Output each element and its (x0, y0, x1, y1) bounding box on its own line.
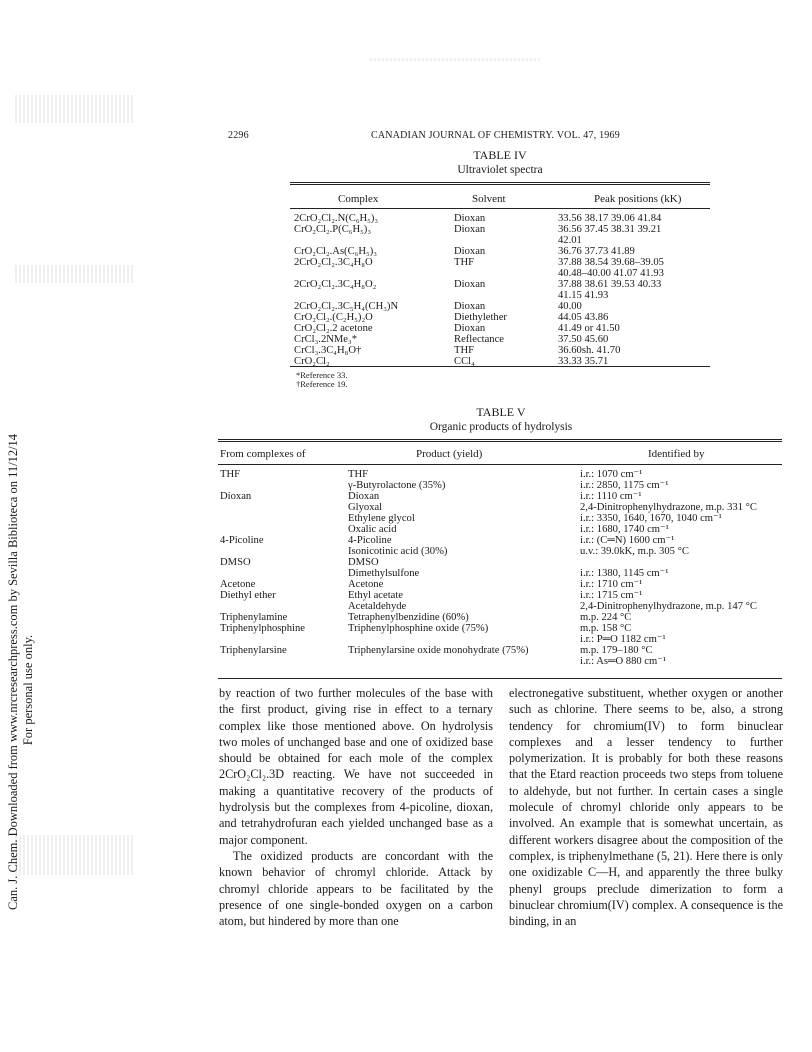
table5-row (220, 480, 784, 491)
table5-cell-from (220, 502, 348, 513)
table5-row (220, 513, 784, 524)
table5-cell-product (348, 634, 580, 645)
table4-cell-complex (294, 268, 454, 279)
table4-row (294, 246, 718, 257)
table5-cell-id: i.r.: P═O 1182 cm⁻¹ (580, 634, 666, 645)
table5-cell-product: Dimethylsulfone (348, 568, 420, 579)
table5-cell-from: 4-Picoline (220, 535, 264, 546)
table5-cell-product: Ethyl acetate (348, 590, 403, 601)
table4-row (294, 224, 718, 235)
table5-cell-id: i.r.: As═O 880 cm⁻¹ (580, 656, 667, 667)
table5-cell-from: Dioxan (220, 491, 252, 502)
table5-cell-product: 4-Picoline (348, 535, 392, 546)
table5-cell-id: 2,4-Dinitrophenylhydrazone, m.p. 147 °C (580, 601, 757, 612)
table4-cell-solvent (454, 290, 558, 301)
table4-cell-solvent: THF (454, 257, 475, 268)
table4-cell-peaks: 36.76 37.73 41.89 (558, 246, 635, 257)
table5-cell-from: THF (220, 469, 241, 480)
table4-cell-peaks: 37.88 38.54 39.68–39.05 (558, 257, 664, 268)
table5-top-rule-2 (218, 441, 782, 442)
table5-row (220, 590, 784, 601)
table4-header-peaks: Peak positions (kK) (594, 193, 682, 205)
table5-cell-product: Ethylene glycol (348, 513, 415, 524)
table5-cell-product: DMSO (348, 557, 379, 568)
table4-row (294, 279, 718, 290)
table4-cell-peaks: 36.60sh. 41.70 (558, 345, 621, 356)
table4-row (294, 323, 718, 334)
table5-cell-from (220, 513, 348, 524)
table4-cell-peaks: 37.88 38.61 39.53 40.33 (558, 279, 662, 290)
table4-cell-solvent: Dioxan (454, 224, 486, 235)
table5-row (220, 546, 784, 557)
table5-row (220, 601, 784, 612)
download-notice-line1: Can. J. Chem. Downloaded from www.nrcresearchpress.com by Sevilla Biblioteca on 11/12/14 (6, 433, 20, 910)
table4-row (294, 312, 718, 323)
table5-cell-id: i.r.: 1070 cm⁻¹ (580, 469, 643, 480)
running-head: CANADIAN JOURNAL OF CHEMISTRY. VOL. 47, 1969 (371, 130, 620, 141)
table4-cell-solvent: Reflectance (454, 334, 504, 345)
table5-top-rule (218, 439, 782, 440)
table5-cell-id: i.r.: 3350, 1640, 1670, 1040 cm⁻¹ (580, 513, 722, 524)
table5-cell-product (348, 656, 580, 667)
table5-cell-id: 2,4-Dinitrophenylhydrazone, m.p. 331 °C (580, 502, 757, 513)
table4-cell-complex: CrO₂Cl₂.2 acetone (294, 323, 373, 334)
table4-cell-complex: CrO₂Cl₂.P(C₆H₅)₃ (294, 224, 372, 235)
table4-cell-complex (294, 235, 454, 246)
table4-cell-solvent: Dioxan (454, 301, 486, 312)
table5-cell-id: m.p. 158 °C (580, 623, 632, 634)
table5-row (220, 568, 784, 579)
table4-row (294, 301, 718, 312)
table5-header-rule (218, 464, 782, 465)
table4-cell-complex: CrO₂Cl₂ (294, 356, 330, 367)
table5-cell-id: i.r.: 2850, 1175 cm⁻¹ (580, 480, 669, 491)
table4-cell-solvent: Dioxan (454, 246, 486, 257)
table5-header-from: From complexes of (220, 448, 306, 460)
table4-cell-solvent (454, 268, 558, 279)
table5-row (220, 557, 784, 568)
table4-cell-complex: 2CrO₂Cl₂.3C₄H₈O (294, 257, 373, 268)
table5-cell-product: Dioxan (348, 491, 380, 502)
table5-cell-from (220, 546, 348, 557)
table4-header-rule (290, 208, 710, 209)
table4-cell-complex: CrCl₃.3C₄H₈O† (294, 345, 362, 356)
download-notice-line2: For personal use only. (21, 634, 35, 746)
table4-cell-peaks: 33.56 38.17 39.06 41.84 (558, 213, 662, 224)
table4-cell-solvent: CCl₄ (454, 356, 475, 367)
table5-row (220, 645, 784, 656)
table5-cell-product: THF (348, 469, 369, 480)
table5-row (220, 524, 784, 535)
table4-cell-peaks: 41.15 41.93 (558, 290, 609, 301)
table5-row (220, 656, 784, 667)
table4-footnote-2: †Reference 19. (296, 379, 348, 389)
table5-cell-from (220, 480, 348, 491)
table5-cell-product: Acetone (348, 579, 384, 590)
table4-title: TABLE IV (473, 148, 527, 162)
table5-cell-from (220, 601, 348, 612)
right-paragraph-1: electronegative substituent, whether oxygen or another such as chlorine. There seems to be, also, a strong tendency for chromium(IV) to form binuclear complexes and a lesser tendency to further polymerization. It is probably for both these reasons that the Etard reaction proceeds two steps from toluene to aldehyde, but not further. In certain cases a single molecule of chromyl chloride only appears to be involved. An example that is somewhat uncertain, as different workers disagree about the composition of the complex, is triphenylmethane (5, 21). Here there is only one oxidizable C—H, and apparently the three bulky phenyl groups preclude dimerization to form a binuclear chromium(IV) complex. A consequence is the binding, in an (509, 686, 783, 929)
left-paragraph-2: The oxidized products are concordant with the known behavior of chromyl chloride. Attack by chromyl chloride appears to be facilitated by the presence of one single-bonded oxygen on a carbon atom, but hindered by more than one (219, 848, 493, 929)
table4-row (294, 213, 718, 224)
table5-cell-id: i.r.: 1715 cm⁻¹ (580, 590, 643, 601)
table5-row (220, 579, 784, 590)
table4-cell-solvent: Dioxan (454, 213, 486, 224)
table4-cell-solvent: Dioxan (454, 279, 486, 290)
table4-cell-complex: CrO₂Cl₂.(C₂H₅)₂O (294, 312, 373, 323)
table4-row (294, 290, 718, 301)
table5-cell-from: Diethyl ether (220, 590, 276, 601)
table4-row (294, 345, 718, 356)
table4-cell-complex (294, 290, 454, 301)
table5-cell-id (580, 557, 784, 568)
table5-title: TABLE V (476, 405, 526, 419)
table4-cell-peaks: 33.33 35.71 (558, 356, 609, 367)
table5-cell-from (220, 524, 348, 535)
table5-header-identified: Identified by (648, 448, 705, 460)
table5-cell-product: Acetaldehyde (348, 601, 407, 612)
table4-row (294, 235, 718, 246)
table5-cell-product: Isonicotinic acid (30%) (348, 546, 448, 557)
right-column (509, 685, 783, 929)
table5-cell-from: Triphenylphosphine (220, 623, 305, 634)
table5-cell-from: Triphenylarsine (220, 645, 287, 656)
table5-row (220, 634, 784, 645)
table5-cell-product: Triphenylarsine oxide monohydrate (75%) (348, 645, 529, 656)
table4-header-complex: Complex (338, 193, 379, 205)
table5-cell-from (220, 634, 348, 645)
table4-cell-peaks: 44.05 43.86 (558, 312, 609, 323)
left-column (219, 685, 493, 929)
table5-body (220, 469, 784, 667)
table4-top-rule-2 (290, 184, 710, 185)
table5-row (220, 491, 784, 502)
table5-cell-id: m.p. 224 °C (580, 612, 632, 623)
table4-cell-complex: CrO₂Cl₂.As(C₆H₅)₃ (294, 246, 377, 257)
table4-cell-solvent: THF (454, 345, 475, 356)
table5-subtitle: Organic products of hydrolysis (429, 421, 573, 433)
table5-cell-product: Triphenylphosphine oxide (75%) (348, 623, 489, 634)
table4-header-solvent: Solvent (472, 193, 506, 205)
table4-cell-peaks: 40.00 (558, 301, 582, 312)
table4-cell-complex: 2CrO₂Cl₂.N(C₆H₅)₃ (294, 213, 379, 224)
table4-row (294, 268, 718, 279)
table5-cell-from: Acetone (220, 579, 256, 590)
table4-cell-peaks: 40.48–40.00 41.07 41.93 (558, 268, 664, 279)
table5-cell-from: Triphenylamine (220, 612, 288, 623)
table5-cell-id: i.r.: 1380, 1145 cm⁻¹ (580, 568, 669, 579)
table4-top-rule (290, 182, 710, 183)
table4-row (294, 334, 718, 345)
table5-bottom-rule (218, 678, 782, 679)
table5-row (220, 469, 784, 480)
table5-cell-product: Tetraphenylbenzidine (60%) (348, 612, 469, 623)
scan-artifact (370, 58, 540, 61)
table4-body (294, 213, 718, 367)
table5-cell-from (220, 568, 348, 579)
table5-cell-from: DMSO (220, 557, 251, 568)
table4-bottom-rule (290, 366, 710, 367)
table4-cell-complex: 2CrO₂Cl₂.3C₄H₈O₂ (294, 279, 377, 290)
table4-cell-solvent: Diethylether (454, 312, 507, 323)
table4-subtitle: Ultraviolet spectra (457, 164, 543, 176)
table4-footnote-1: *Reference 33. (296, 370, 348, 380)
table5-cell-from (220, 656, 348, 667)
scan-artifact (15, 95, 135, 123)
table4-cell-peaks: 41.49 or 41.50 (558, 323, 620, 334)
table4-row (294, 257, 718, 268)
table5-row (220, 535, 784, 546)
page-number: 2296 (228, 130, 249, 141)
table4-cell-peaks: 36.56 37.45 38.31 39.21 (558, 224, 662, 235)
table5-cell-product: Glyoxal (348, 502, 383, 513)
table4-cell-solvent (454, 235, 558, 246)
table5-cell-id: i.r.: 1710 cm⁻¹ (580, 579, 643, 590)
table5-cell-id: i.r.: 1680, 1740 cm⁻¹ (580, 524, 669, 535)
table4-cell-solvent: Dioxan (454, 323, 486, 334)
table4-cell-complex: 2CrO₂Cl₂.3C₅H₄(CH₃)N (294, 301, 399, 312)
scan-artifact (15, 265, 135, 283)
table5-row (220, 502, 784, 513)
table5-cell-product: Oxalic acid (348, 524, 397, 535)
table5-cell-id: i.r.: (C═N) 1600 cm⁻¹ (580, 535, 675, 546)
left-paragraph-1: by reaction of two further molecules of the base with the first product, giving rise in effect to a ternary complex like those mentioned above. On hydrolysis two moles of unchanged base and one of oxidized base should be obtained for each mole of the complex 2CrO₂Cl₂.3D reacting. We have not succeeded in making a quantitative recovery of the products of hydrolysis but the complexes from 4-picoline, dioxan, and tetrahydrofuran each yielded unchanged base as a major component. (219, 686, 493, 847)
table4-cell-peaks: 37.50 45.60 (558, 334, 609, 345)
table5-cell-id: u.v.: 39.0kK, m.p. 305 °C (580, 546, 689, 557)
table5-header-product: Product (yield) (416, 448, 483, 460)
table5-cell-id: i.r.: 1110 cm⁻¹ (580, 491, 642, 502)
table5-row (220, 612, 784, 623)
table4-cell-peaks: 42.01 (558, 235, 582, 246)
table4-cell-complex: CrCl₃.2NMe₃* (294, 334, 358, 345)
table5-row (220, 623, 784, 634)
table5-cell-id: m.p. 179–180 °C (580, 645, 653, 656)
table5-cell-product: γ-Butyrolactone (35%) (348, 480, 446, 491)
